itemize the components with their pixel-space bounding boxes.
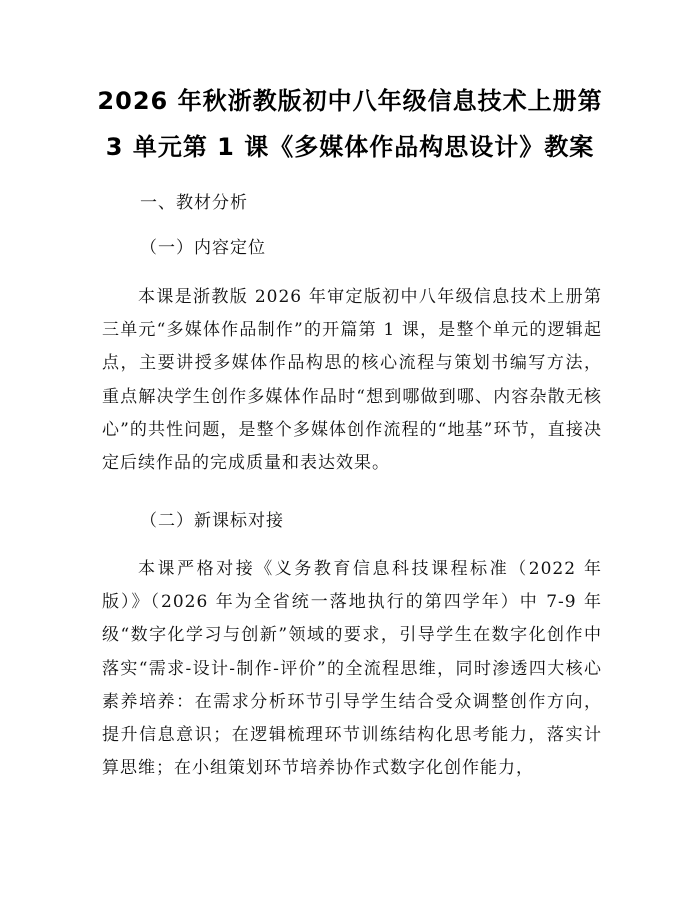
subsection-heading-curriculum-standard: （二）新课标对接 [140,511,284,531]
document-title-line-2: 3 单元第 1 课《多媒体作品构思设计》教案 [105,133,595,161]
document-title-line-1: 2026 年秋浙教版初中八年级信息技术上册第 [97,87,603,115]
paragraph-curriculum-standard: 本课严格对接《义务教育信息科技课程标准（2022 年版）》（2026 年为全省统一落地执行的第四学年）中 7-9 年级“数字化学习与创新”领域的要求，引导学生在数字化创作中落实“需求-设计-制作-评价”的全流程思维，同时渗透四大核心素养培养：在需求分析环节引导学生结合受众调整创作方向，提升信息意识；在逻辑梳理环节训练结构化思考能力，落实计算思维；在小组策划环节培养协作式数字化创作能力， [102,559,602,779]
paragraph-content-positioning: 本课是浙教版 2026 年审定版初中八年级信息技术上册第三单元“多媒体作品制作”的开篇第 1 课，是整个单元的逻辑起点，主要讲授多媒体作品构思的核心流程与策划书编写方法，重点解决学生创作多媒体作品时“想到哪做到哪、内容杂散无核心”的共性问题，是整个多媒体创作流程的“地基”环节，直接决定后续作品的完成质量和表达效果。 [102,287,602,474]
section-heading-textbook-analysis: 一、教材分析 [140,193,248,213]
subsection-heading-content-positioning: （一）内容定位 [140,238,266,258]
